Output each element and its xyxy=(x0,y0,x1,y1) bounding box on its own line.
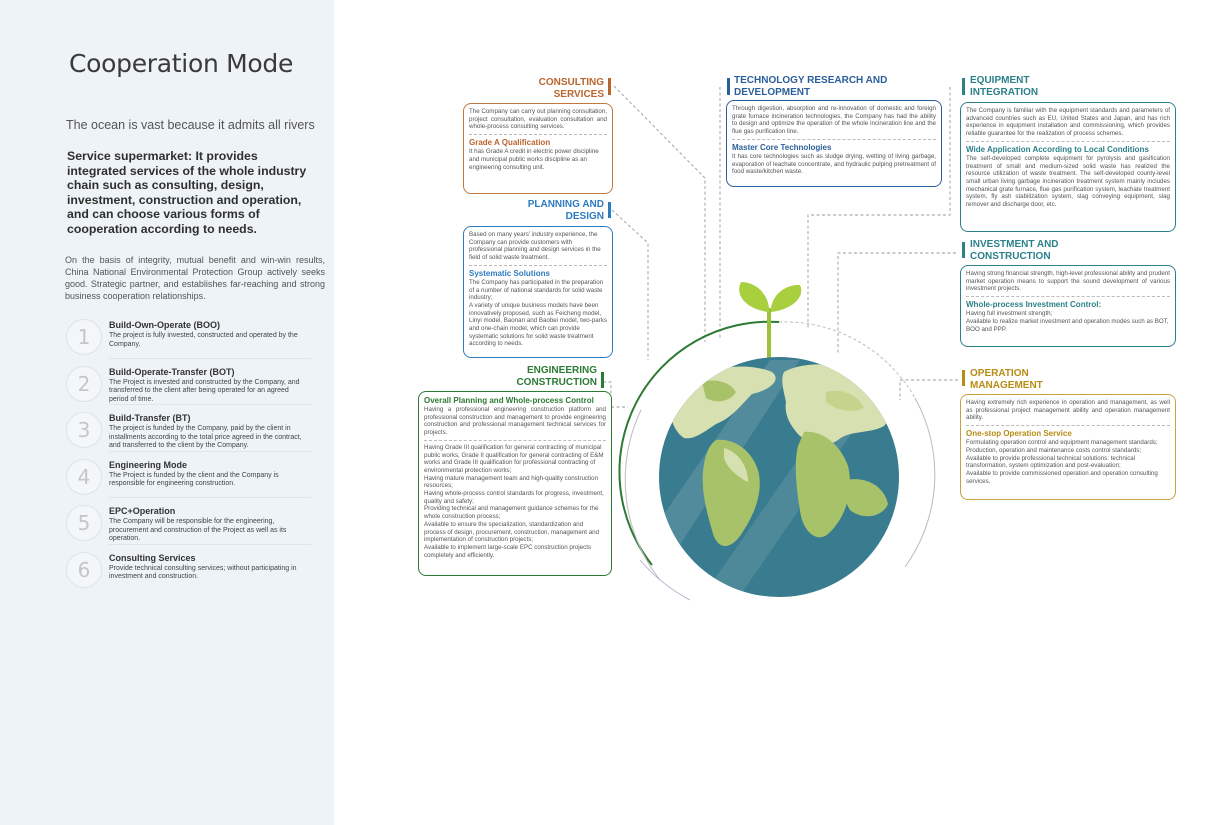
card-list: Having Grade III qualification for general contracting of municipal public works, Grade II qualification for general contracting of E&M works and Grade III qualification for professional contracting of environmental protection works; Having mature management team and high-quality construction resources; Having whole-process control standards for progress, investment, quality and safety; Providing technical and management guidance schemes for the whole construction process; Available to ensure the specialization, standardization and process of design, procurement, construction, management and implementation of construction projects; Available to implement large-scale EPC construction projects completely and efficiently. xyxy=(424,443,604,559)
card-subtitle: Systematic Solutions xyxy=(469,268,550,278)
label-line: EQUIPMENT xyxy=(970,75,1030,86)
lead-paragraph: Service supermarket: It provides integrated services of the whole industry chain such as consulting, design, investment, construction and operation, and can choose various forms of cooperation according to needs. xyxy=(67,149,307,236)
mode-description: The Project is invested and constructed by the Company, and transferred to the client after being operated for an agreed period of time. xyxy=(109,378,300,403)
sprout-icon xyxy=(739,282,801,358)
card-subtext: It has core technologies such as sludge drying, wetting of living garbage, evaporation of leachate concentrate, and hydraulic pulping pretreatment of food waste/kitchen waste. xyxy=(732,152,936,176)
card-subtext: Formulating operation control and equipment management standards; Production, operation and maintenance costs control standards; Available to provide professional technical solutions: technical transformation, system optimization and post-evaluation; Available to provide commissioned operation and operation consulting services. xyxy=(966,439,1158,485)
card-operation-management xyxy=(960,394,1176,500)
label-line: INVESTMENT AND xyxy=(970,239,1059,250)
card-subtitle: Whole-process Investment Control: xyxy=(966,300,1102,310)
label-line: SERVICES xyxy=(553,88,604,100)
label-technology-rd xyxy=(734,75,934,98)
divider xyxy=(966,425,1170,426)
card-text: The Company is familiar with the equipment standards and parameters of advanced countries such as EU, United States and Japan, and has rich experience in equipment installation and commissioning, which provides reliable guarantee for the realization of process schemes. xyxy=(966,107,1170,138)
label-line: DEVELOPMENT xyxy=(734,86,811,98)
mode-name: Build-Transfer (BT) xyxy=(109,413,191,423)
divider xyxy=(966,141,1170,142)
label-line: MANAGEMENT xyxy=(970,379,1043,391)
card-subtitle: Master Core Technologies xyxy=(732,142,832,152)
label-equipment-integration xyxy=(970,75,1170,98)
divider xyxy=(424,440,606,441)
label-line: INTEGRATION xyxy=(970,86,1039,98)
card-text: Having extremely rich experience in operation and management, as well as professional project management ability and operation management ability. xyxy=(966,399,1170,422)
label-consulting-services xyxy=(494,77,604,100)
mode-number: 1 xyxy=(66,319,102,355)
label-line: CONSTRUCTION xyxy=(970,250,1051,262)
mode-description: The Project is funded by the client and the Company is responsible for engineering construction. xyxy=(109,471,279,488)
mode-description: The project is fully invested, constructed and operated by the Company. xyxy=(109,332,298,348)
label-line: TECHNOLOGY RESEARCH AND xyxy=(734,75,888,86)
card-equipment-integration xyxy=(960,102,1176,232)
label-line: ENGINEERING xyxy=(526,365,597,376)
card-subtitle: Overall Planning and Whole-process Control xyxy=(424,396,594,405)
card-planning-design xyxy=(463,226,613,358)
mode-name: Build-Own-Operate (BOO) xyxy=(109,320,220,330)
label-line: CONSTRUCTION xyxy=(516,376,597,388)
label-planning-design xyxy=(494,199,604,222)
tagline: The ocean is vast because it admits all rivers xyxy=(66,118,315,132)
card-technology-rd xyxy=(726,100,942,187)
page-title: Cooperation Mode xyxy=(69,49,294,78)
mode-number: 5 xyxy=(66,505,102,541)
mode-description: The project is funded by the Company, paid by the client in installments according to the total price agreed in the contract, and transferred to the client by the Company. xyxy=(109,425,302,450)
label-operation-management xyxy=(970,368,1170,391)
mode-description: Provide technical consulting services; without participating in investment and construction. xyxy=(109,564,297,581)
divider xyxy=(469,134,607,135)
mode-number: 3 xyxy=(66,412,102,448)
label-engineering-construction xyxy=(480,365,597,388)
mode-name: Build-Operate-Transfer (BOT) xyxy=(109,366,235,377)
label-line: PLANNING AND xyxy=(527,199,604,210)
divider xyxy=(732,139,936,140)
card-subtitle: Grade A Qualification xyxy=(469,138,551,148)
card-text: The Company can carry out planning consultation, project consultation, evaluation consultation and whole-process consulting services. xyxy=(469,108,607,131)
card-subtext: The self-developed complete equipment for pyrolysis and gasification treatment of small and medium-sized solid waste has realized the resource utilization of waste treatment. The self-developed county-level small urban living garbage incineration treatment system mainly includes mechanical grate furnace, flue gas purification system, leachate treatment system, fly ash stabilization system, slag conveying equipment, slag remover and discharge door, etc. xyxy=(966,154,1170,209)
mode-number: 6 xyxy=(66,552,102,588)
card-subtext: The Company has participated in the preparation of a number of national standards for solid waste industry; A variety of unique business models have been innovatively proposed, such as Feicheng model, Linyi model, Baonan and Baobei model, two-parks and one-chain model, which can provide systematic solutions for solid waste treatment according to needs. xyxy=(469,278,607,348)
mode-description: The Company will be responsible for the engineering, procurement and construction of the Project as well as its operation. xyxy=(109,518,287,543)
mode-number: 2 xyxy=(66,366,102,402)
mode-number: 4 xyxy=(66,459,102,495)
card-consulting-services xyxy=(463,103,613,194)
card-subtext: It has Grade A credit in electric power discipline and municipal public works discipline as an engineering consulting unit. xyxy=(469,148,599,171)
mode-name: Consulting Services xyxy=(109,552,196,563)
card-subtitle: One-stop Operation Service xyxy=(966,429,1072,439)
label-line: CONSULTING xyxy=(538,77,604,88)
mode-name: Engineering Mode xyxy=(109,459,188,470)
mode-name: EPC+Operation xyxy=(109,506,176,516)
card-text: Having a professional engineering construction platform and professional construction and management to provide engineering construction and professional management technical services for projects. xyxy=(424,406,606,437)
card-text: Having strong financial strength, high-level professional ability and prudent market operation means to support the sound development of various investment projects. xyxy=(966,270,1170,293)
card-engineering-construction xyxy=(418,391,612,576)
card-text: Through digestion, absorption and re-innovation of domestic and foreign grate furnace incineration technologies, the Company has had the ability to design and optimize the operation of the whole incineration line and the flue gas purification line. xyxy=(732,105,936,136)
card-subtext: Having full investment strength; Available to realize market investment and operation modes such as BOT, BOO and PPP. xyxy=(966,310,1169,333)
globe-icon xyxy=(659,357,899,610)
label-line: DESIGN xyxy=(565,210,604,222)
card-subtitle: Wide Application According to Local Conditions xyxy=(966,144,1149,154)
divider xyxy=(966,296,1170,297)
card-investment-construction xyxy=(960,265,1176,347)
label-investment-construction xyxy=(970,239,1170,262)
label-line: OPERATION xyxy=(970,368,1029,379)
intro-paragraph: On the basis of integrity, mutual benefit and win-win results, China National Environmental Protection Group actively seeks good. Strategic partner, and establishes far-reaching and strong business cooperation relationships. xyxy=(65,255,325,301)
card-text: Based on many years' industry experience, the Company can provide customers with professional planning and design services in the field of solid waste treatment. xyxy=(469,231,601,262)
divider xyxy=(469,265,607,266)
